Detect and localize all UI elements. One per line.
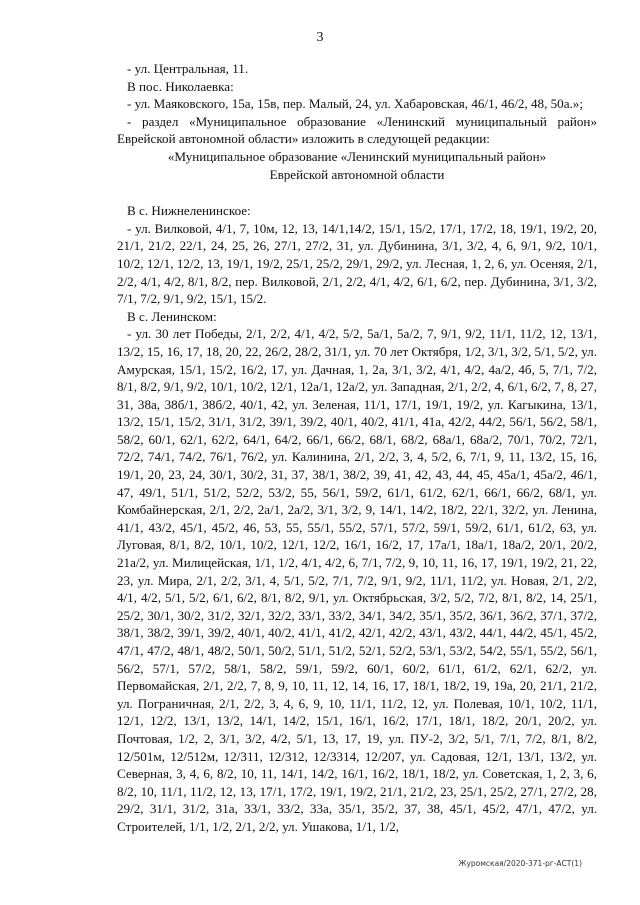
section-heading-line-2: Еврейской автономной области bbox=[269, 166, 445, 182]
document-body bbox=[117, 60, 597, 836]
paragraph-leninskoe-header: В с. Ленинском: bbox=[127, 308, 217, 324]
paragraph-nikolaevka-header: В пос. Николаевка: bbox=[127, 78, 234, 94]
footer-document-code: Журомская/2020-371-рг-АСТ(1) bbox=[458, 859, 582, 868]
paragraph-nizhneleninskoe-header: В с. Нижнеленинское: bbox=[127, 203, 251, 219]
paragraph-central-street: - ул. Центральная, 11. bbox=[127, 61, 249, 76]
paragraph-nikolaevka-streets: - ул. Маяковского, 15а, 15в, пер. Малый, 24, ул. Хабаровская, 46/1, 46/2, 48, 50а.»; bbox=[127, 96, 583, 112]
page-number: 3 bbox=[316, 30, 324, 45]
paragraph-section-instruction: - раздел «Муниципальное образование «Ленинский муниципальный район» Еврейской автономной области» изложить в следующей редакции: bbox=[117, 113, 597, 147]
section-heading-line-1: «Муниципальное образование «Ленинский муниципальный район» bbox=[167, 148, 547, 164]
paragraph-nizhneleninskoe-streets: - ул. Вилковой, 4/1, 7, 10м, 12, 13, 14/1,14/2, 15/1, 15/2, 17/1, 17/2, 18, 19/1, 19/2, 20, 21/1, 21/2, 22/1, 24, 25, 26, 27/1, 27/2, 31, ул. Дубинина, 3/1, 3/2, 4, 6, 9/1, 9/2, 10/1, 10/2, 12/1, 12/2, 13, 19/1, 19/2, 25/1, 25/2, 29/1, 29/2, ул. Лесная, 1, 2, 6, ул. Осеняя, 2/1, 2/2, 4/1, 4/2, 8/1, 8/2, пер. Вилковой, 2/1, 2/2, 4/1, 4/2, 6/1, 6/2, пер. Дубинина, 3/1, 3/2, 7/1, 7/2, 9/1, 9/2, 15/1, 15/2. bbox=[117, 220, 597, 307]
spacer bbox=[117, 183, 597, 202]
paragraph-leninskoe-streets: - ул. 30 лет Победы, 2/1, 2/2, 4/1, 4/2, 5/2, 5а/1, 5а/2, 7, 9/1, 9/2, 11/1, 11/2, 12, 13/1, 13/2, 15, 16, 17, 18, 20, 22, 26/2, 28/2, 31/1, ул. 70 лет Октября, 1/2, 3/1, 3/2, 5/1, 5/2, ул. Амурская, 15/1, 15/2, 16/2, 17, ул. Дачная, 1, 2а, 3/1, 3/2, 4/1, 4/2, 4а/2, 4б, 5, 7/1, 7/2, 8/1, 8/2, 9/1, 9/2, 10/1, 10/2, 12/1, 12а/1, 12а/2, ул. Западная, 2/1, 2/2, 4, 6/1, 6/2, 7, 8, 27, 31, 38а, 38б/1, 38б/2, 40/1, 42, ул. Зеленая, 11/1, 17/1, 19/1, 19/2, ул. Кагыкина, 13/1, 13/2, 15/1, 15/2, 31/1, 31/2, 39/1, 39/2, 40/1, 40/2, 41/1, 41а, 42/2, 44/2, 56/1, 56/2, 58/1, 58/2, 60/1, 62/1, 62/2, 64/1, 64/2, 66/1, 66/2, 68/1, 68/2, 68а/1, 68а/2, 70/1, 70/2, 72/1, 72/2, 74/1, 74/2, 76/1, 76/2, ул. Калинина, 2/1, 2/2, 3, 4, 5/2, 6, 7/1, 9, 11, 13/2, 15, 16, 19/1, 20, 23, 24, 30/1, 30/2, 31, 37, 38/1, 38/2, 39, 41, 42, 43, 44, 45, 45а/1, 45а/2, 46/1, 47, 49/1, 51/1, 51/2, 52/2, 53/2, 55, 56/1, 59/2, 61/1, 61/2, 62/1, 66/1, 66/2, 68/1, ул. Комбайнерская, 2/1, 2/2, 2а/1, 2а/2, 3/1, 3/2, 9, 14/1, 14/2, 18/2, 22/1, 32/2, ул. Ленина, 41/1, 43/2, 45/1, 45/2, 46, 53, 55, 55/1, 55/2, 57/1, 57/2, 59/1, 59/2, 61/1, 61/2, 63, ул. Луговая, 8/1, 8/2, 10/1, 10/2, 12/1, 12/2, 16/1, 16/2, 17, 17а/1, 18а/1, 18а/2, 20/1, 20/2, 21а/2, ул. Милицейская, 1/1, 1/2, 4/1, 4/2, 6, 7/1, 7/2, 9, 10, 11, 16, 17, 19/1, 19/2, 21, 22, 23, ул. Мира, 2/1, 2/2, 3/1, 4, 5/1, 5/2, 7/1, 7/2, 9/1, 9/2, 11/1, 11/2, ул. Новая, 2/1, 2/2, 4/1, 4/2, 5/1, 5/2, 6/1, 6/2, 8/1, 8/2, 9/1, ул. Октябрьская, 3/2, 5/2, 7/2, 8/1, 8/2, 14, 25/1, 25/2, 30/1, 30/2, 31/2, 32/1, 32/2, 33/1, 33/2, 34/1, 34/2, 35/1, 35/2, 36/1, 36/2, 37/1, 37/2, 38/1, 38/2, 39/1, 39/2, 40/1, 40/2, 41/1, 41/2, 42/1, 42/2, 43/1, 43/2, 44/1, 44/2, 45/1, 45/2, 47/1, 47/2, 48/1, 48/2, 50/1, 50/2, 51/1, 51/2, 52/1, 52/2, 53/1, 53/2, 54/2, 55/1, 55/2, 56/1, 56/2, 57/1, 57/2, 58/1, 58/2, 59/1, 59/2, 60/1, 60/2, 61/1, 61/2, 62/1, 62/2, ул. Первомайская, 2/1, 2/2, 7, 8, 9, 10, 11, 12, 14, 16, 17, 18/1, 18/2, 19, 19а, 20, 21/1, 21/2, ул. Пограничная, 2/1, 2/2, 3, 4, 6, 9, 10, 11/1, 11/2, 12, ул. Полевая, 10/1, 10/2, 11/1, 12/1, 12/2, 13/1, 13/2, 14/1, 14/2, 15/1, 16/1, 16/2, 17/1, 18/1, 18/2, 20/1, 20/2, ул. Почтовая, 1/2, 2, 3/1, 3/2, 4/2, 5/1, 13, 17, 19, ул. ПУ-2, 3/2, 5/1, 7/1, 7/2, 8/1, 8/2, 12/501м, 12/512м, 12/311, 12/312, 12/3314, 12/207, ул. Садовая, 12/1, 13/1, 13/2, ул. Северная, 3, 4, 6, 8/2, 10, 11, 14/1, 14/2, 16/1, 16/2, 18/1, 18/2, ул. Советская, 1, 2, 3, 6, 8/2, 10, 11/1, 11/2, 12, 13, 17/1, 17/2, 19/1, 19/2, 21/1, 21/2, 23, 25/1, 25/2, 27/1, 27/2, 28, 29/2, 31/1, 31/2, 31а, 33/1, 33/2, 33а, 35/1, 35/2, 37, 38, 45/1, 45/2, 47/1, 47/2, ул. Строителей, 1/1, 1/2, 2/1, 2/2, ул. Ушакова, 1/1, 1/2, bbox=[117, 326, 597, 834]
